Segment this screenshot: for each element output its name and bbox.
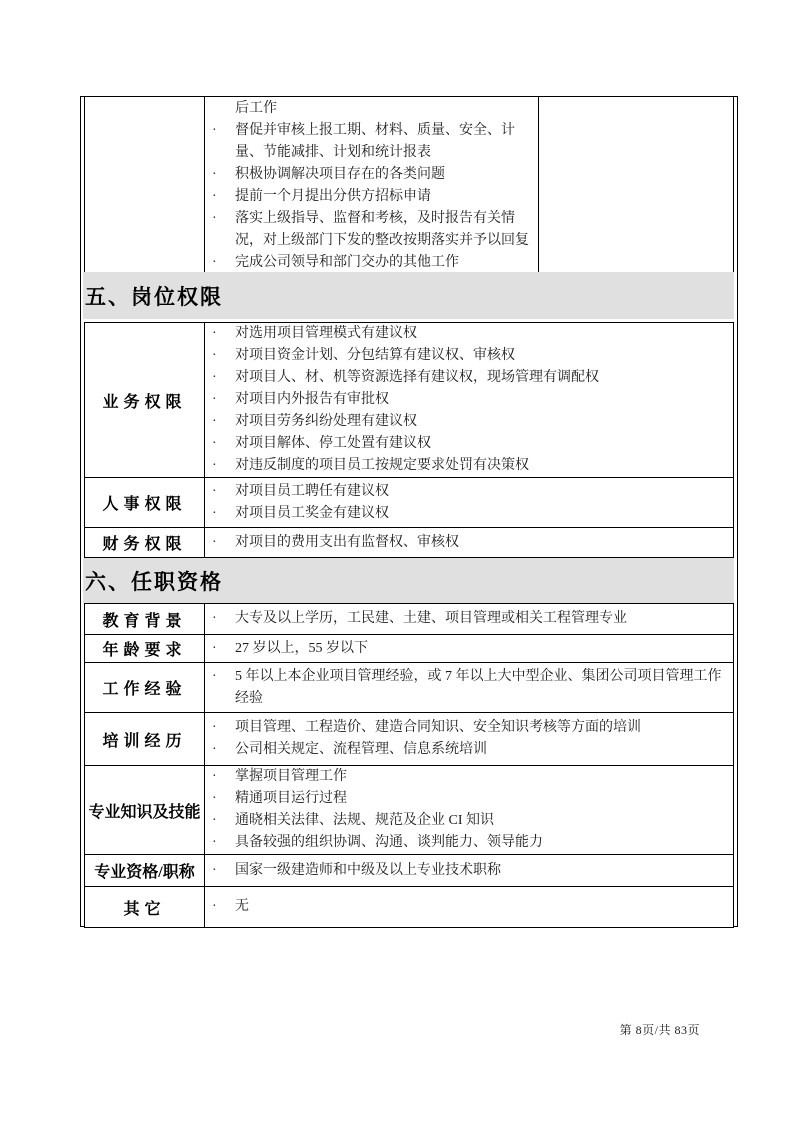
row-label-business-authority: 业务权限 [85, 323, 205, 478]
list-item: · 对选用项目管理模式有建议权 [205, 323, 733, 345]
row-content [205, 766, 734, 855]
list-item: · 5 年以上本企业项目管理经验，或 7 年以上大中型企业、集团公司项目管理工作经验 [205, 666, 733, 710]
list-item: · 对违反制度的项目员工按规定要求处罚有决策权 [205, 455, 733, 477]
list-item: · 通晓相关法律、法规、规范及企业 CI 知识 [205, 810, 733, 832]
row-label-training: 培训经历 [85, 713, 205, 766]
row-content [205, 528, 734, 558]
list-item: · 掌握项目管理工作 [205, 766, 733, 788]
duties-continuation-table [84, 96, 734, 275]
list-item: · 对项目资金计划、分包结算有建议权、审核权 [205, 345, 733, 367]
bullet-list [205, 766, 733, 854]
list-item: · 完成公司领导和部门交办的其他工作 [205, 252, 538, 274]
bullet-list [205, 860, 733, 882]
list-item: · 对项目解体、停工处置有建议权 [205, 433, 733, 455]
bullet-list [205, 323, 733, 477]
list-item: 后工作 [235, 101, 277, 116]
row-content [205, 663, 734, 713]
table-row [85, 713, 734, 766]
duties-cell [205, 97, 539, 275]
row-label-age: 年龄要求 [85, 635, 205, 663]
list-item: · 国家一级建造师和中级及以上专业技术职称 [205, 860, 733, 882]
table-row [85, 604, 734, 635]
list-item: · 无 [205, 896, 733, 918]
list-item: · 具备较强的组织协调、沟通、谈判能力、领导能力 [205, 832, 733, 854]
section-title: 五、岗位权限 [85, 285, 223, 309]
row-label-education: 教育背景 [85, 604, 205, 635]
bullet-list [205, 481, 733, 525]
table-row [85, 766, 734, 855]
row-content [205, 604, 734, 635]
document-frame [80, 96, 738, 927]
table-row [85, 323, 734, 478]
duties-list [205, 97, 538, 274]
table-row [85, 855, 734, 887]
list-item: · 27 岁以上，55 岁以下 [205, 638, 733, 660]
row-label-work-experience: 工作经验 [85, 663, 205, 713]
list-item: · 对项目劳务纠纷处理有建议权 [205, 411, 733, 433]
list-item: · 提前一个月提出分供方招标申请 [205, 186, 538, 208]
authority-table [84, 322, 734, 558]
row-label-knowledge-skills: 专业知识及技能 [85, 766, 205, 855]
row-content [205, 478, 734, 528]
bullet-list [205, 608, 733, 630]
list-item: · 大专及以上学历，工民建、土建、项目管理或相关工程管理专业 [205, 608, 733, 630]
table-row [85, 887, 734, 928]
list-item: · 公司相关规定、流程管理、信息系统培训 [205, 739, 733, 761]
table-row [85, 97, 734, 275]
row-content [205, 855, 734, 887]
empty-label-cell [85, 97, 205, 275]
section-header-authority [83, 272, 734, 319]
list-item: · 对项目的费用支出有监督权、审核权 [205, 532, 733, 554]
row-content [205, 887, 734, 928]
qualifications-table [84, 603, 734, 928]
bullet-list [205, 666, 733, 710]
empty-cell [539, 97, 734, 275]
list-item: · 对项目人、材、机等资源选择有建议权，现场管理有调配权 [205, 367, 733, 389]
row-label-finance-authority: 财务权限 [85, 528, 205, 558]
bullet-list [205, 717, 733, 761]
list-item: · 落实上级指导、监督和考核，及时报告有关情况，对上级部门下发的整改按期落实并予以回复 [205, 208, 538, 252]
list-item: · 督促并审核上报工期、材料、质量、安全、计量、节能减排、计划和统计报表 [205, 120, 538, 164]
list-item: · 项目管理、工程造价、建造合同知识、安全知识考核等方面的培训 [205, 717, 733, 739]
list-item: · 精通项目运行过程 [205, 788, 733, 810]
list-item: · 对项目员工奖金有建议权 [205, 503, 733, 525]
row-label-hr-authority: 人事权限 [85, 478, 205, 528]
row-content [205, 635, 734, 663]
section-header-qualifications [83, 558, 734, 603]
table-row [85, 635, 734, 663]
bullet-list [205, 532, 733, 554]
list-item: · 积极协调解决项目存在的各类问题 [205, 164, 538, 186]
table-row [85, 478, 734, 528]
row-content [205, 713, 734, 766]
bullet-list [205, 638, 733, 660]
table-row [85, 528, 734, 558]
page-number: 第 8页/共 83页 [619, 1023, 700, 1037]
list-item: · 对项目员工聘任有建议权 [205, 481, 733, 503]
section-title: 六、任职资格 [85, 570, 223, 594]
bullet-list [205, 896, 733, 918]
row-label-other: 其它 [85, 887, 205, 928]
row-content [205, 323, 734, 478]
row-label-certification: 专业资格/职称 [85, 855, 205, 887]
table-row [85, 663, 734, 713]
list-item: · 对项目内外报告有审批权 [205, 389, 733, 411]
